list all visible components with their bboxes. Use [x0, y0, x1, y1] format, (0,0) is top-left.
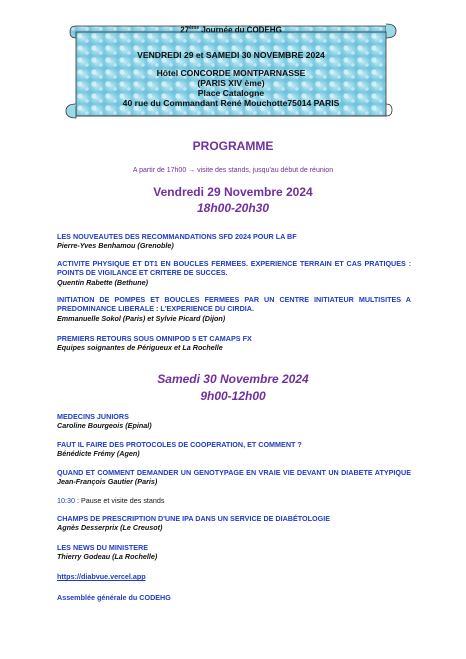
session-item — [57, 543, 411, 562]
website-row — [57, 572, 411, 581]
session-title: INITIATION DE POMPES ET BOUCLES FERMEES PAR UN CENTRE INITIATEUR MULTISITES A PREDOMINANCE LIBERALE : L'EXPERIENCE DU CIRDIA. — [57, 295, 411, 314]
closing-row — [57, 593, 411, 602]
session-speaker: Jean-François Gautier (Paris) — [57, 477, 158, 487]
programme-title: PROGRAMME — [192, 139, 274, 153]
pause-text: : Pause et visite des stands — [75, 496, 165, 505]
session-speaker: Emmanuelle Sokol (Paris) et Sylvie Picard (Dijon) — [57, 313, 226, 323]
session-speaker: Pierre-Yves Benhamou (Grenoble) — [57, 241, 174, 251]
session-title: MEDECINS JUNIORS — [57, 412, 129, 421]
session-item — [57, 334, 411, 353]
session-title: LES NOUVEAUTES DES RECOMMANDATIONS SFD 2024 POUR LA BF — [57, 232, 297, 241]
session-title: LES NEWS DU MINISTERE — [57, 543, 149, 552]
programme-intro: A partir de 17h00 → visite des stands, jusqu'au début de réunion — [132, 167, 334, 174]
closing-text: Assemblée générale du CODEHG — [57, 593, 171, 602]
banner-hotel: Hôtel CONCORDE MONTPARNASSE — [156, 68, 306, 78]
pause-time: 10:30 — [57, 496, 75, 505]
event-banner — [62, 20, 400, 122]
session-item — [57, 259, 411, 287]
session-speaker: Caroline Bourgeois (Epinal) — [57, 421, 152, 431]
session-title: CHAMPS DE PRESCRIPTION D'UNE IPA DANS UN SERVICE DE DIABÉTOLOGIE — [57, 514, 331, 523]
session-title: FAUT IL FAIRE DES PROTOCOLES DE COOPERATION, ET COMMENT ? — [57, 440, 302, 449]
session-item — [57, 440, 411, 459]
banner-place: Place Catalogne — [197, 88, 265, 98]
session-speaker: Agnès Desserprix (Le Creusot) — [57, 523, 163, 533]
session-title: QUAND ET COMMENT DEMANDER UN GENOTYPAGE EN VRAIE VIE DEVANT UN DIABETE ATYPIQUE — [57, 468, 411, 477]
banner-district: (PARIS XIV ème) — [197, 78, 265, 88]
pause-item — [57, 496, 411, 505]
banner-address: 40 rue du Commandant René Mouchotte75014 PARIS — [122, 98, 340, 108]
session-item — [57, 232, 411, 251]
session-speaker: Bénédicte Frémy (Agen) — [57, 449, 140, 459]
session-item — [57, 468, 411, 487]
session-speaker: Equipes soignantes de Périgueux et La Rochelle — [57, 343, 223, 353]
day1-time: 18h00-20h30 — [196, 201, 270, 215]
session-title: PREMIERS RETOURS SOUS OMNIPOD 5 ET CAMAPS FX — [57, 334, 252, 343]
banner-dates: VENDREDI 29 et SAMEDI 30 NOVEMBRE 2024 — [137, 50, 325, 60]
website-link[interactable]: https://diabvue.vercel.app — [57, 572, 146, 581]
session-speaker: Thierry Godeau (La Rochelle) — [57, 552, 158, 562]
banner-edition: 27ème Journée du CODEHG — [180, 25, 282, 35]
day2-heading: Samedi 30 Novembre 2024 — [157, 372, 309, 386]
session-item — [57, 412, 411, 431]
session-speaker: Quentin Rabette (Bethune) — [57, 277, 149, 287]
session-title: ACTIVITE PHYSIQUE ET DT1 EN BOUCLES FERMEES. EXPERIENCE TERRAIN ET CAS PRATIQUES : POINTS DE VIGILANCE ET CRITERE DE SUCCES. — [57, 259, 411, 278]
session-item — [57, 295, 411, 323]
session-item — [57, 514, 411, 533]
day2-time: 9h00-12h00 — [200, 389, 266, 403]
day1-heading: Vendredi 29 Novembre 2024 — [153, 185, 313, 199]
